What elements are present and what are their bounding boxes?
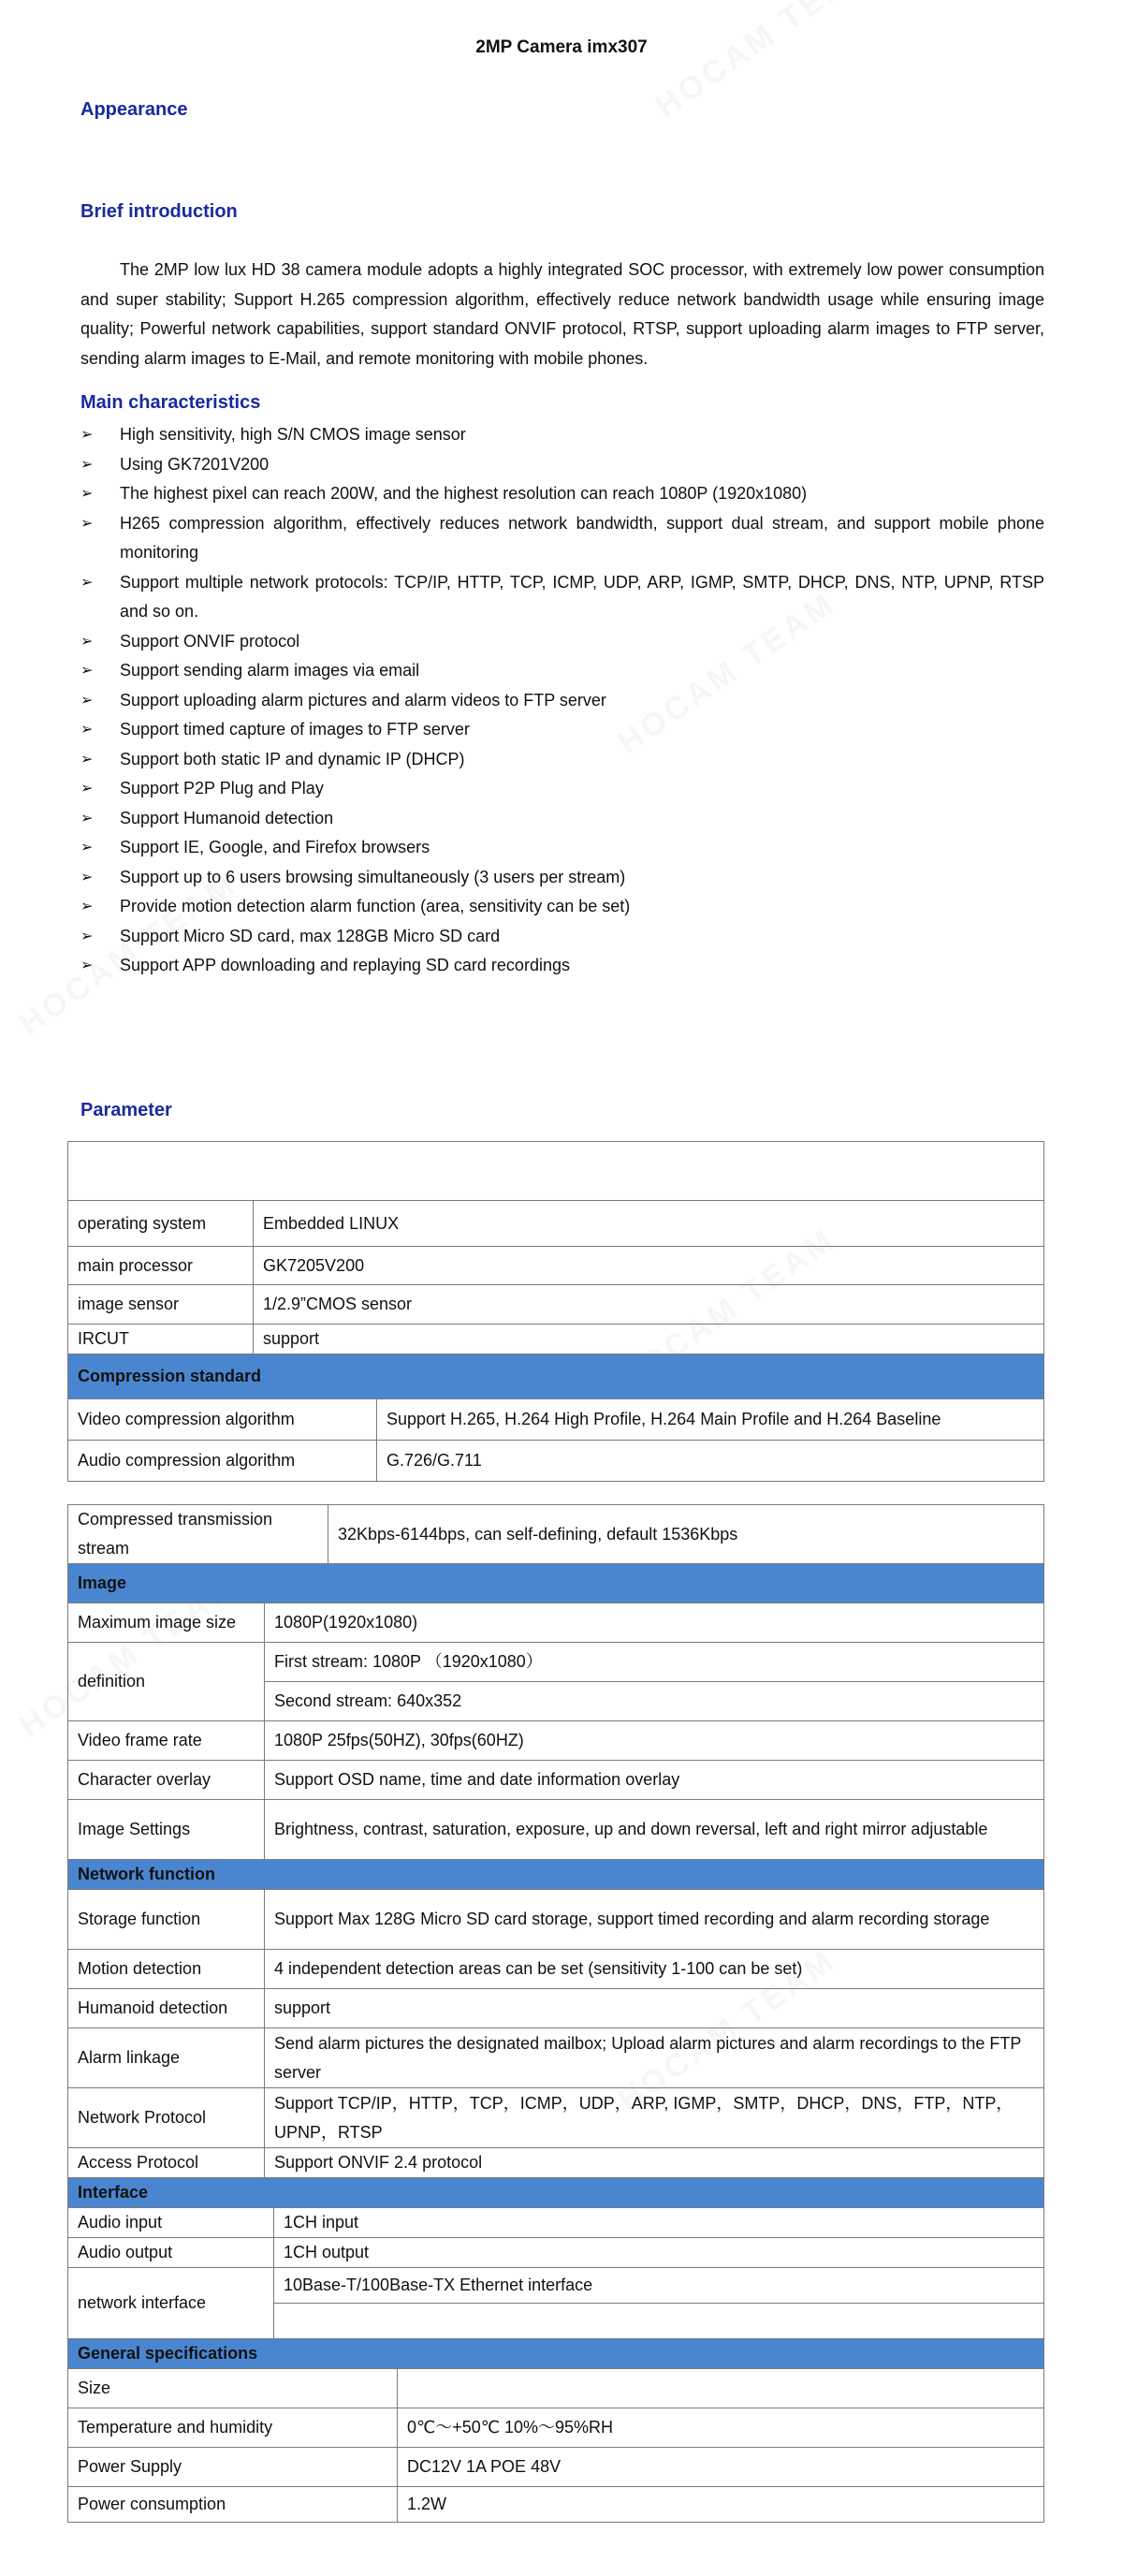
feature-text: High sensitivity, high S/N CMOS image sensor xyxy=(120,425,466,444)
feature-item xyxy=(80,715,1044,745)
feature-item xyxy=(80,804,1044,834)
arrow-bullet-icon: ➢ xyxy=(80,781,94,797)
watermark xyxy=(649,0,881,125)
row-label: Motion detection xyxy=(68,1950,265,1989)
feature-item xyxy=(80,509,1044,568)
row-label: Compressed transmission stream xyxy=(68,1505,328,1564)
row-label: Audio input xyxy=(68,2208,274,2238)
row-label: definition xyxy=(68,1643,265,1721)
arrow-bullet-icon: ➢ xyxy=(80,869,94,886)
arrow-bullet-icon: ➢ xyxy=(80,633,94,650)
heading-brief-introduction: Brief introduction xyxy=(80,201,238,222)
row-value: support xyxy=(265,1989,1044,2028)
row-value: 4 independent detection areas can be set (sensitivity 1-100 can be set) xyxy=(265,1950,1044,1989)
arrow-bullet-icon: ➢ xyxy=(80,751,94,768)
feature-item xyxy=(80,922,1044,952)
row-value: Support OSD name, time and date information overlay xyxy=(265,1761,1044,1800)
feature-text: Support P2P Plug and Play xyxy=(120,779,324,798)
row-label: Power consumption xyxy=(68,2487,398,2523)
row-label: Network Protocol xyxy=(68,2088,265,2148)
feature-text: Support timed capture of images to FTP server xyxy=(120,720,470,739)
section-header: Compression standard xyxy=(68,1354,1044,1399)
row-value: Support H.265, H.264 High Profile, H.264 Main Profile and H.264 Baseline xyxy=(377,1399,1044,1441)
row-value: G.726/G.711 xyxy=(377,1441,1044,1482)
feature-text: Support multiple network protocols: TCP/IP, HTTP, TCP, ICMP, UDP, ARP, IGMP, SMTP, DHCP, DNS, NTP, UPNP, RTSP and so on. xyxy=(120,572,1044,621)
row-value: 1CH output xyxy=(274,2238,1044,2268)
row-value: DC12V 1A POE 48V xyxy=(398,2448,1044,2487)
row-value: Send alarm pictures the designated mailbox; Upload alarm pictures and alarm recordings to the FTP server xyxy=(265,2028,1044,2088)
feature-text: Support IE, Google, and Firefox browsers xyxy=(120,838,430,856)
blank-cell xyxy=(68,1142,1044,1201)
row-value: Support Max 128G Micro SD card storage, support timed recording and alarm recording storage xyxy=(265,1890,1044,1950)
row-value: 10Base-T/100Base-TX Ethernet interface xyxy=(274,2268,1044,2304)
feature-text: Support APP downloading and replaying SD card recordings xyxy=(120,956,570,974)
row-value: Brightness, contrast, saturation, exposure, up and down reversal, left and right mirror adjustable xyxy=(265,1800,1044,1860)
spec-table-features xyxy=(67,1504,1044,2523)
row-value: Support TCP/IP，HTTP，TCP，ICMP，UDP，ARP, IGMP，SMTP，DHCP，DNS，FTP，NTP，UPNP，RTSP xyxy=(265,2088,1044,2148)
row-label: Character overlay xyxy=(68,1761,265,1800)
row-label: Audio compression algorithm xyxy=(68,1441,377,1482)
feature-item xyxy=(80,686,1044,716)
feature-item xyxy=(80,656,1044,686)
feature-item xyxy=(80,420,1044,450)
row-value: 32Kbps-6144bps, can self-defining, default 1536Kbps xyxy=(328,1505,1044,1564)
blank-cell xyxy=(274,2304,1044,2339)
section-header: Network function xyxy=(68,1860,1044,1890)
arrow-bullet-icon: ➢ xyxy=(80,692,94,709)
row-value: 1.2W xyxy=(398,2487,1044,2523)
arrow-bullet-icon: ➢ xyxy=(80,899,94,915)
arrow-bullet-icon: ➢ xyxy=(80,810,94,827)
row-label: Temperature and humidity xyxy=(68,2408,398,2448)
arrow-bullet-icon: ➢ xyxy=(80,958,94,973)
heading-parameter: Parameter xyxy=(80,1100,172,1120)
arrow-bullet-icon: ➢ xyxy=(80,840,94,856)
row-label: Image Settings xyxy=(68,1800,265,1860)
feature-item xyxy=(80,833,1044,863)
row-value: 1CH input xyxy=(274,2208,1044,2238)
row-value: 0℃～+50℃ 10%～95%RH xyxy=(398,2408,1044,2448)
row-label: Humanoid detection xyxy=(68,1989,265,2028)
feature-item xyxy=(80,892,1044,922)
row-value: GK7205V200 xyxy=(254,1247,1044,1285)
feature-item xyxy=(80,951,1044,981)
row-value: Embedded LINUX xyxy=(254,1201,1044,1247)
feature-item xyxy=(80,774,1044,804)
arrow-bullet-icon: ➢ xyxy=(80,456,94,473)
row-value: support xyxy=(254,1325,1044,1354)
feature-text: Support uploading alarm pictures and alarm videos to FTP server xyxy=(120,690,606,710)
feature-text: Support both static IP and dynamic IP (DHCP) xyxy=(120,749,465,768)
row-value: 1080P 25fps(50HZ), 30fps(60HZ) xyxy=(265,1721,1044,1761)
feature-text: Support Humanoid detection xyxy=(120,808,334,827)
row-label: operating system xyxy=(68,1201,254,1247)
spec-table-system xyxy=(67,1141,1044,1482)
feature-item xyxy=(80,479,1044,509)
heading-main-characteristics: Main characteristics xyxy=(80,392,261,413)
arrow-bullet-icon: ➢ xyxy=(80,928,94,944)
row-value xyxy=(398,2369,1044,2408)
heading-appearance: Appearance xyxy=(80,99,188,120)
row-label: image sensor xyxy=(68,1285,254,1325)
row-value: 1080P(1920x1080) xyxy=(265,1603,1044,1643)
row-label: Storage function xyxy=(68,1890,265,1950)
row-value: Second stream: 640x352 xyxy=(265,1682,1044,1721)
row-value: Support ONVIF 2.4 protocol xyxy=(265,2148,1044,2178)
section-header: Image xyxy=(68,1564,1044,1603)
feature-item xyxy=(80,568,1044,627)
feature-text: Support ONVIF protocol xyxy=(120,631,300,651)
row-label: Access Protocol xyxy=(68,2148,265,2178)
feature-text: Support up to 6 users browsing simultaneously (3 users per stream) xyxy=(120,867,626,886)
feature-text: H265 compression algorithm, effectively reduces network bandwidth, support dual stream, and support mobile phone monitoring xyxy=(120,513,1044,562)
row-value: First stream: 1080P （1920x1080） xyxy=(265,1643,1044,1682)
section-header: Interface xyxy=(68,2178,1044,2208)
arrow-bullet-icon: ➢ xyxy=(80,574,94,591)
row-label: network interface xyxy=(68,2268,274,2339)
arrow-bullet-icon: ➢ xyxy=(80,722,94,738)
page-title: 2MP Camera imx307 xyxy=(475,37,648,57)
feature-text: Provide motion detection alarm function (area, sensitivity can be set) xyxy=(120,897,631,915)
row-label: Alarm linkage xyxy=(68,2028,265,2088)
row-value: 1/2.9”CMOS sensor xyxy=(254,1285,1044,1325)
row-label: Video compression algorithm xyxy=(68,1399,377,1441)
arrow-bullet-icon: ➢ xyxy=(80,515,94,532)
row-label: Maximum image size xyxy=(68,1603,265,1643)
feature-text: Using GK7201V200 xyxy=(120,454,270,474)
arrow-bullet-icon: ➢ xyxy=(80,427,94,443)
row-label: Video frame rate xyxy=(68,1721,265,1761)
section-header: General specifications xyxy=(68,2339,1044,2369)
feature-item xyxy=(80,627,1044,657)
row-label: Power Supply xyxy=(68,2448,398,2487)
row-label: IRCUT xyxy=(68,1325,254,1354)
row-label: Size xyxy=(68,2369,398,2408)
feature-item xyxy=(80,745,1044,775)
feature-list xyxy=(80,420,1044,981)
arrow-bullet-icon: ➢ xyxy=(80,486,94,502)
row-label: Audio output xyxy=(68,2238,274,2268)
feature-text: The highest pixel can reach 200W, and the highest resolution can reach 1080P (1920x1080) xyxy=(120,484,808,503)
feature-item xyxy=(80,450,1044,480)
feature-item xyxy=(80,863,1044,893)
arrow-bullet-icon: ➢ xyxy=(80,663,94,679)
intro-paragraph: The 2MP low lux HD 38 camera module adopts a highly integrated SOC processor, with extremely low power consumption and super stability; Support H.265 compression algorithm, effectively reduce network bandwidth usage while ensuring image quality; Powerful network capabilities, support standard ONVIF protocol, RTSP, support uploading alarm images to FTP server, sending alarm images to E-Mail, and remote monitoring with mobile phones. xyxy=(80,260,1044,368)
feature-text: Support sending alarm images via email xyxy=(120,661,420,680)
row-label: main processor xyxy=(68,1247,254,1285)
feature-text: Support Micro SD card, max 128GB Micro SD card xyxy=(120,926,501,945)
